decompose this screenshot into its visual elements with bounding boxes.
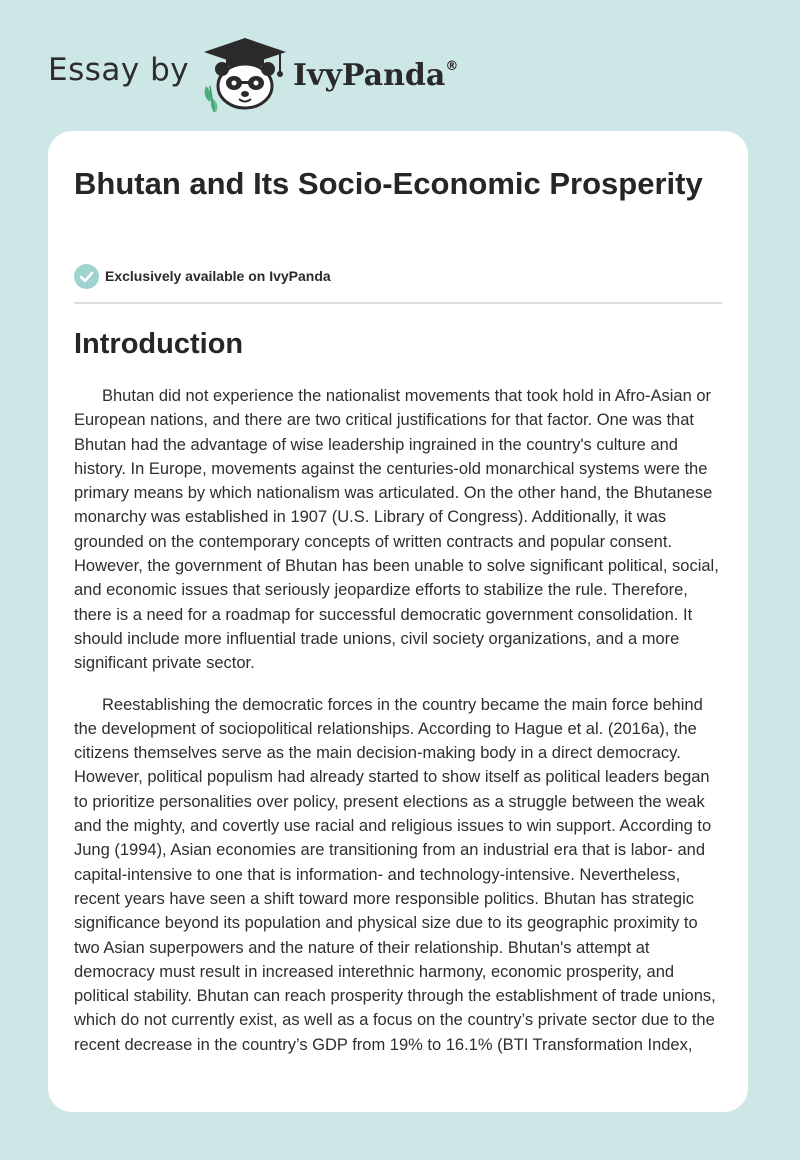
paragraph: Reestablishing the democratic forces in the country became the main force behind the development of sociopolitical relationships. According to Hague et al. (2016a), the citizens themselves serve as the main decision-making body in a direct democracy. However, political populism had already started to show itself as political leaders began to prioritize personalities over policy, present elections as a struggle between the weak and the mighty, and covertly use racial and religious issues to win support. According to Jung (1994), Asian economies are transitioning from an industrial era that is labor- and capital-intensive to one that is information- and technology-intensive. Nevertheless, recent years have seen a shift toward more responsible politics. Bhutan has strategic significance beyond its population and physical size due to its geographic proximity to two Asian superpowers and the nature of their relationship. Bhutan's attempt at democracy must result in increased interethnic harmony, economic prosperity, and political stability. Bhutan can reach prosperity through the establishment of trade unions, which do not currently exist, as well as a focus on the country’s private sector due to the recent decrease in the country’s GDP from 19% to 16.1% (BTI Transformation Index,: [74, 695, 716, 1054]
essay-by-label: Essay by: [48, 52, 190, 88]
article-body: [74, 384, 726, 1074]
site-header: [0, 0, 800, 130]
exclusive-label: Exclusively available on IvyPanda: [105, 268, 331, 284]
check-circle-icon: [74, 264, 99, 289]
page-title: Bhutan and Its Socio-Economic Prosperity: [74, 166, 703, 201]
divider: [74, 302, 722, 304]
panda-graduate-icon[interactable]: [200, 36, 290, 112]
registered-mark: ®: [445, 59, 459, 74]
paragraph: Bhutan did not experience the nationalist movements that took hold in Afro-Asian or European nations, and there are two critical justifications for that factor. One was that Bhutan had the advantage of wise leadership ingrained in the country's culture and history. In Europe, movements against the centuries-old monarchical systems were the primary means by which nationalism was articulated. On the other hand, the Bhutanese monarchy was established in 1907 (U.S. Library of Congress). Additionally, it was grounded on the contemporary concepts of written contracts and popular consent. However, the government of Bhutan has been unable to solve significant political, social, and economic issues that seriously jeopardize efforts to stabilize the rule. Therefore, there is a need for a roadmap for successful democratic government consolidation. It should include more influential trade unions, civil society organizations, and a more significant private sector.: [74, 387, 719, 673]
section-heading: Introduction: [74, 328, 244, 360]
essay-card: [48, 131, 748, 1112]
exclusive-badge: [74, 263, 331, 289]
brand-text: IvyPanda: [293, 58, 446, 93]
brand-name[interactable]: [293, 53, 458, 94]
